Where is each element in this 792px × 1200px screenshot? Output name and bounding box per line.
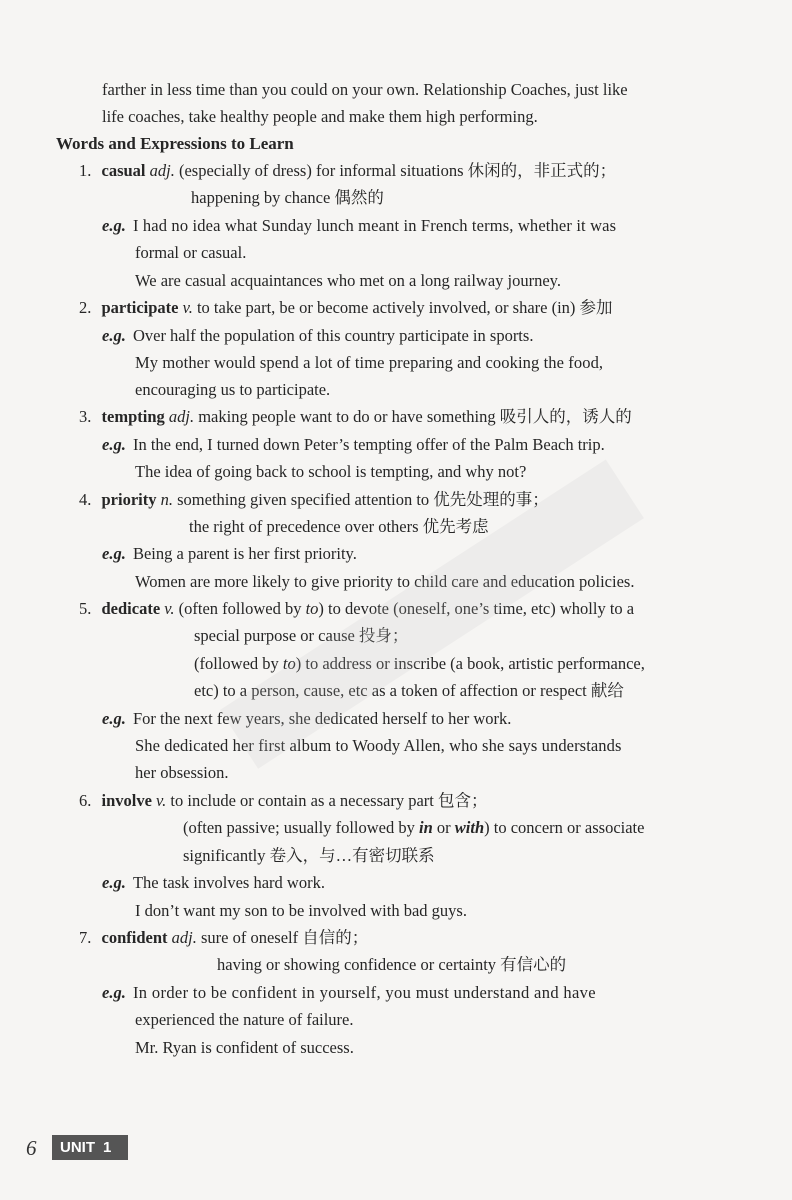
example-text: My mother would spend a lot of time preparing and cooking the food, xyxy=(135,353,604,372)
example-text: I don’t want my son to be involved with bad guys. xyxy=(135,901,467,920)
entry-participate xyxy=(79,298,613,318)
example xyxy=(102,544,357,564)
definition: making people want to do or have something 吸引人的，诱人的 xyxy=(194,407,632,426)
entry-confident xyxy=(79,928,368,948)
example-text: In the end, I turned down Peter’s tempting offer of the Palm Beach trip. xyxy=(132,435,605,454)
definition: significantly 卷入，与…有密切联系 xyxy=(183,846,435,865)
definition: ) to devote (oneself, one’s time, etc) wholly to a xyxy=(318,599,635,618)
definition: (especially of dress) for informal situations 休闲的，非正式的； xyxy=(174,161,617,180)
part-of-speech: n. xyxy=(160,490,173,509)
headword: dedicate xyxy=(101,599,161,618)
paragraph-line: life coaches, take healthy people and make them high performing. xyxy=(102,107,538,126)
definition: having or showing confidence or certainty 有信心的 xyxy=(217,955,567,974)
example-text: Over half the population of this country participate in sports. xyxy=(132,326,534,345)
example-text: She dedicated her first album to Woody Allen, who she says understands xyxy=(135,736,622,755)
headword: tempting xyxy=(101,407,165,426)
eg-label: e.g. xyxy=(102,983,126,1002)
headword: involve xyxy=(101,791,152,810)
entry-number: 7. xyxy=(79,928,92,947)
example xyxy=(102,326,533,346)
definition: or xyxy=(432,818,455,837)
example-text: Mr. Ryan is confident of success. xyxy=(135,1038,354,1057)
example xyxy=(102,435,605,455)
definition: to xyxy=(282,654,296,673)
headword: participate xyxy=(101,298,179,317)
paragraph-line: farther in less time than you could on your own. Relationship Coaches, just like xyxy=(102,80,628,99)
entry-dedicate xyxy=(79,599,634,619)
example-text: For the next few years, she dedicated herself to her work. xyxy=(132,709,512,728)
entry-involve xyxy=(79,791,487,811)
entry-tempting xyxy=(79,407,632,427)
eg-label: e.g. xyxy=(102,326,126,345)
page-number: 6 xyxy=(26,1136,37,1160)
entry-number: 3. xyxy=(79,407,92,426)
definition: the right of precedence over others 优先考虑 xyxy=(189,517,489,536)
definition xyxy=(183,818,644,838)
eg-label: e.g. xyxy=(102,435,126,454)
unit-number: 1 xyxy=(103,1139,112,1156)
eg-label: e.g. xyxy=(102,216,126,235)
headword: priority xyxy=(101,490,157,509)
definition: special purpose or cause 投身； xyxy=(194,626,409,645)
part-of-speech: v. xyxy=(156,791,167,810)
headword: confident xyxy=(101,928,168,947)
unit-label: UNIT xyxy=(60,1139,95,1156)
definition: with xyxy=(454,818,485,837)
example-text: I had no idea what Sunday lunch meant in French terms, whether it was xyxy=(132,216,617,235)
definition: (often passive; usually followed by xyxy=(183,818,419,837)
example xyxy=(102,216,616,236)
example-text: In order to be confident in yourself, you must understand and have xyxy=(132,983,596,1002)
example-text: The task involves hard work. xyxy=(132,873,325,892)
definition: (followed by xyxy=(194,654,283,673)
entry-priority xyxy=(79,490,549,510)
part-of-speech: adj. xyxy=(168,407,195,426)
example-text: Women are more likely to give priority to child care and education policies. xyxy=(135,572,635,591)
example-text: encouraging us to participate. xyxy=(135,380,331,399)
example-text: The idea of going back to school is tempting, and why not? xyxy=(135,462,527,481)
definition: something given specified attention to 优先处理的事； xyxy=(173,490,549,509)
example xyxy=(102,983,596,1003)
entry-number: 5. xyxy=(79,599,92,618)
example xyxy=(102,709,511,729)
definition: to take part, be or become actively involved, or share (in) 参加 xyxy=(192,298,613,317)
part-of-speech: v. xyxy=(182,298,193,317)
eg-label: e.g. xyxy=(102,544,126,563)
entry-casual xyxy=(79,161,616,181)
entry-number: 4. xyxy=(79,490,92,509)
definition: ) to address or inscribe (a book, artistic performance, xyxy=(295,654,645,673)
definition xyxy=(194,654,645,674)
unit-badge xyxy=(52,1135,128,1160)
example-text: formal or casual. xyxy=(135,243,247,262)
definition: happening by chance 偶然的 xyxy=(191,188,384,207)
definition: etc) to a person, cause, etc as a token of affection or respect 献给 xyxy=(194,681,624,700)
definition: to xyxy=(305,599,319,618)
definition: (often followed by xyxy=(174,599,306,618)
headword: casual xyxy=(101,161,146,180)
entry-number: 2. xyxy=(79,298,92,317)
definition: to include or contain as a necessary part 包含； xyxy=(166,791,488,810)
eg-label: e.g. xyxy=(102,709,126,728)
part-of-speech: adj. xyxy=(171,928,197,947)
definition: ) to concern or associate xyxy=(484,818,645,837)
section-heading: Words and Expressions to Learn xyxy=(56,134,294,153)
entry-number: 1. xyxy=(79,161,92,180)
example-text: We are casual acquaintances who met on a long railway journey. xyxy=(135,271,561,290)
example-text: Being a parent is her first priority. xyxy=(132,544,357,563)
entry-number: 6. xyxy=(79,791,92,810)
example-text: experienced the nature of failure. xyxy=(135,1010,354,1029)
example-text: her obsession. xyxy=(135,763,229,782)
eg-label: e.g. xyxy=(102,873,126,892)
part-of-speech: adj. xyxy=(149,161,175,180)
definition: in xyxy=(419,818,433,837)
definition: sure of oneself 自信的； xyxy=(196,928,369,947)
example xyxy=(102,873,325,893)
part-of-speech: v. xyxy=(164,599,175,618)
